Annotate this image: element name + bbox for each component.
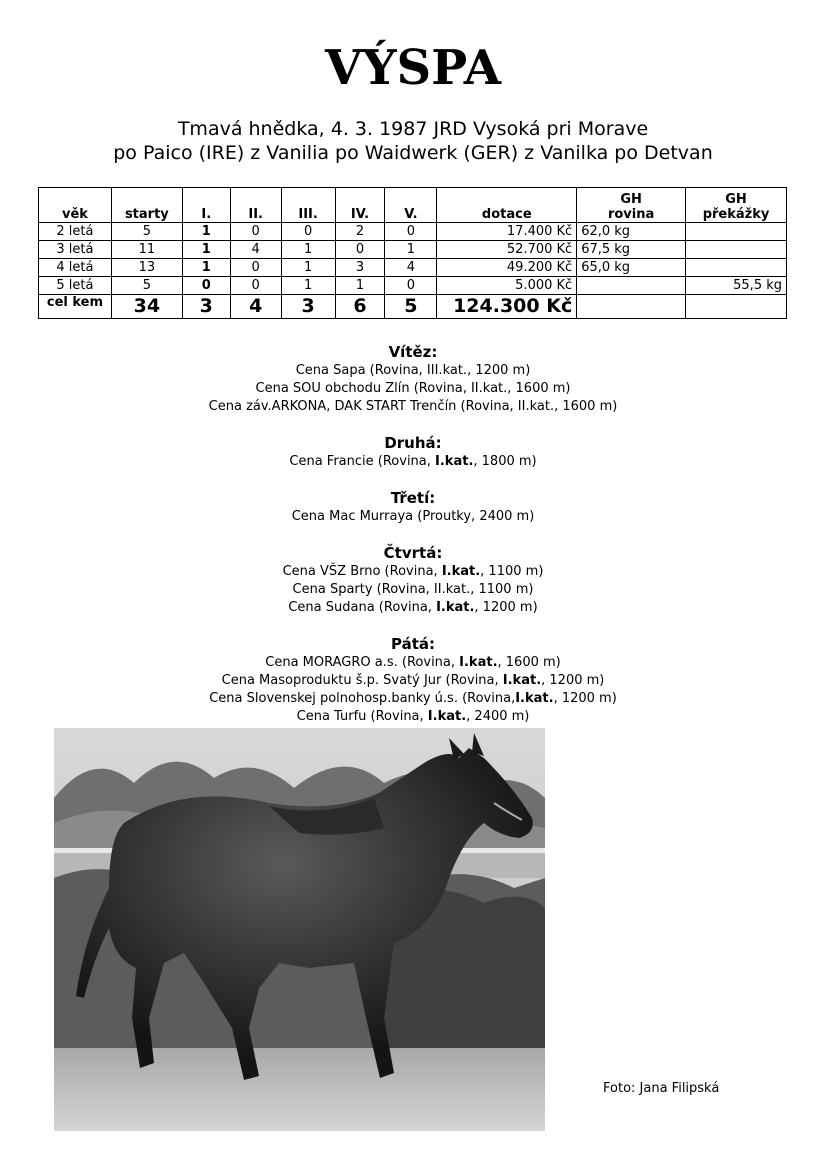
table-row bbox=[39, 223, 787, 241]
cell-total-prize: 124.300 Kč bbox=[437, 295, 577, 319]
cell-gh-flat: 67,5 kg bbox=[577, 241, 686, 259]
cell-age: 4 letá bbox=[39, 259, 112, 277]
photo-credit: Foto: Jana Filipská bbox=[603, 1081, 720, 1096]
cell-starts: 13 bbox=[111, 259, 182, 277]
col-gh-flat bbox=[577, 188, 686, 223]
race-item bbox=[0, 708, 826, 726]
horse-details: Tmavá hnědka, 4. 3. 1987 JRD Vysoká pri Morave bbox=[177, 118, 649, 140]
race-statistics-table bbox=[38, 187, 787, 319]
cell-second: 4 bbox=[230, 241, 281, 259]
race-item bbox=[0, 563, 826, 581]
col-gh-flat-bottom: rovina bbox=[607, 207, 655, 222]
cell-prize: 17.400 Kč bbox=[437, 223, 577, 241]
cell-gh-jump bbox=[686, 223, 787, 241]
table-row bbox=[39, 277, 787, 295]
cell-third: 0 bbox=[281, 223, 335, 241]
col-fourth: IV. bbox=[335, 188, 385, 223]
race-text: , 1200 m) bbox=[541, 673, 605, 688]
cell-total-fourth: 6 bbox=[335, 295, 385, 319]
race-text: , 1200 m) bbox=[474, 600, 538, 615]
col-gh-jump bbox=[686, 188, 787, 223]
race-text: , 1100 m) bbox=[480, 564, 544, 579]
cell-total-starts: 34 bbox=[111, 295, 182, 319]
race-text: Cena Francie (Rovina, bbox=[289, 454, 436, 469]
cell-third: 1 bbox=[281, 241, 335, 259]
section-heading: Vítěz: bbox=[388, 343, 438, 361]
section-heading: Čtvrtá: bbox=[383, 544, 443, 562]
race-text: Cena Sudana (Rovina, bbox=[288, 600, 437, 615]
race-item: Cena záv.ARKONA, DAK START Trenčín (Rovina, II.kat., 1600 m) bbox=[208, 399, 618, 414]
cell-first: 1 bbox=[182, 223, 230, 241]
section-heading: Druhá: bbox=[384, 434, 442, 452]
race-category: I.kat. bbox=[441, 564, 481, 579]
cell-gh-flat: 62,0 kg bbox=[577, 223, 686, 241]
cell-fifth: 0 bbox=[385, 277, 437, 295]
cell-total-first: 3 bbox=[182, 295, 230, 319]
horse-pedigree: po Paico (IRE) z Vanilia po Waidwerk (GER) z Vanilka po Detvan bbox=[113, 142, 713, 164]
race-text: Cena VŠZ Brno (Rovina, bbox=[282, 564, 442, 579]
race-item: Cena Mac Murraya (Proutky, 2400 m) bbox=[291, 509, 535, 524]
col-starts: starty bbox=[111, 188, 182, 223]
cell-gh-flat: 65,0 kg bbox=[577, 259, 686, 277]
cell-fifth: 4 bbox=[385, 259, 437, 277]
cell-third: 1 bbox=[281, 277, 335, 295]
cell-starts: 5 bbox=[111, 223, 182, 241]
race-category: I.kat. bbox=[515, 691, 554, 706]
fifth-place-section bbox=[0, 634, 826, 726]
cell-prize: 5.000 Kč bbox=[437, 277, 577, 295]
race-category: I.kat. bbox=[427, 709, 467, 724]
race-text: , 1800 m) bbox=[473, 454, 537, 469]
cell-gh-flat bbox=[577, 277, 686, 295]
table-total-row bbox=[39, 295, 787, 319]
cell-total-second: 4 bbox=[230, 295, 281, 319]
race-text: Cena Masoproduktu š.p. Svatý Jur (Rovina, bbox=[221, 673, 503, 688]
race-item: Cena Sapa (Rovina, III.kat., 1200 m) bbox=[295, 363, 531, 378]
cell-age: 2 letá bbox=[39, 223, 112, 241]
col-fifth: V. bbox=[385, 188, 437, 223]
col-gh-jump-bottom: překážky bbox=[702, 207, 770, 222]
race-item bbox=[0, 690, 826, 708]
cell-starts: 11 bbox=[111, 241, 182, 259]
race-item bbox=[0, 654, 826, 672]
table-row bbox=[39, 259, 787, 277]
cell-fourth: 0 bbox=[335, 241, 385, 259]
race-item: Cena SOU obchodu Zlín (Rovina, II.kat., 1600 m) bbox=[255, 381, 571, 396]
race-item bbox=[0, 672, 826, 690]
col-age: věk bbox=[39, 188, 112, 223]
cell-fourth: 1 bbox=[335, 277, 385, 295]
cell-second: 0 bbox=[230, 223, 281, 241]
section-heading: Pátá: bbox=[390, 635, 435, 653]
cell-prize: 49.200 Kč bbox=[437, 259, 577, 277]
cell-age: 5 letá bbox=[39, 277, 112, 295]
race-text: Cena Turfu (Rovina, bbox=[296, 709, 428, 724]
third-place-section bbox=[0, 488, 826, 526]
cell-second: 0 bbox=[230, 259, 281, 277]
section-heading: Třetí: bbox=[390, 489, 436, 507]
cell-gh-jump bbox=[686, 259, 787, 277]
cell-total-third: 3 bbox=[281, 295, 335, 319]
race-text: , 1200 m) bbox=[553, 691, 617, 706]
col-second: II. bbox=[230, 188, 281, 223]
race-category: I.kat. bbox=[435, 454, 474, 469]
race-item bbox=[0, 453, 826, 471]
cell-third: 1 bbox=[281, 259, 335, 277]
race-text: Cena MORAGRO a.s. (Rovina, bbox=[265, 655, 460, 670]
table-row bbox=[39, 241, 787, 259]
race-category: I.kat. bbox=[502, 673, 542, 688]
cell-total-label: cel kem bbox=[39, 295, 112, 319]
page-title: VÝSPA bbox=[324, 40, 501, 96]
race-category: I.kat. bbox=[436, 600, 475, 615]
cell-first: 1 bbox=[182, 259, 230, 277]
cell-second: 0 bbox=[230, 277, 281, 295]
cell-total-fifth: 5 bbox=[385, 295, 437, 319]
winner-section bbox=[0, 342, 826, 416]
cell-starts: 5 bbox=[111, 277, 182, 295]
second-place-section bbox=[0, 433, 826, 471]
race-item: Cena Sparty (Rovina, II.kat., 1100 m) bbox=[292, 582, 534, 597]
race-text: Cena Slovenskej polnohosp.banky ú.s. (Rovina, bbox=[209, 691, 516, 706]
race-text: , 1600 m) bbox=[497, 655, 561, 670]
cell-fourth: 3 bbox=[335, 259, 385, 277]
race-text: , 2400 m) bbox=[466, 709, 530, 724]
race-item bbox=[0, 599, 826, 617]
table-header bbox=[39, 188, 787, 223]
cell-age: 3 letá bbox=[39, 241, 112, 259]
race-category: I.kat. bbox=[459, 655, 498, 670]
col-third: III. bbox=[281, 188, 335, 223]
col-prize: dotace bbox=[437, 188, 577, 223]
horse-photo bbox=[54, 728, 545, 1131]
cell-total-empty bbox=[686, 295, 787, 319]
cell-fifth: 0 bbox=[385, 223, 437, 241]
col-gh-flat-top: GH bbox=[620, 192, 642, 207]
fourth-place-section bbox=[0, 543, 826, 617]
col-first: I. bbox=[182, 188, 230, 223]
cell-total-empty bbox=[577, 295, 686, 319]
col-gh-jump-top: GH bbox=[725, 192, 747, 207]
cell-gh-jump: 55,5 kg bbox=[686, 277, 787, 295]
cell-first: 0 bbox=[182, 277, 230, 295]
cell-fifth: 1 bbox=[385, 241, 437, 259]
cell-prize: 52.700 Kč bbox=[437, 241, 577, 259]
cell-fourth: 2 bbox=[335, 223, 385, 241]
cell-gh-jump bbox=[686, 241, 787, 259]
cell-first: 1 bbox=[182, 241, 230, 259]
